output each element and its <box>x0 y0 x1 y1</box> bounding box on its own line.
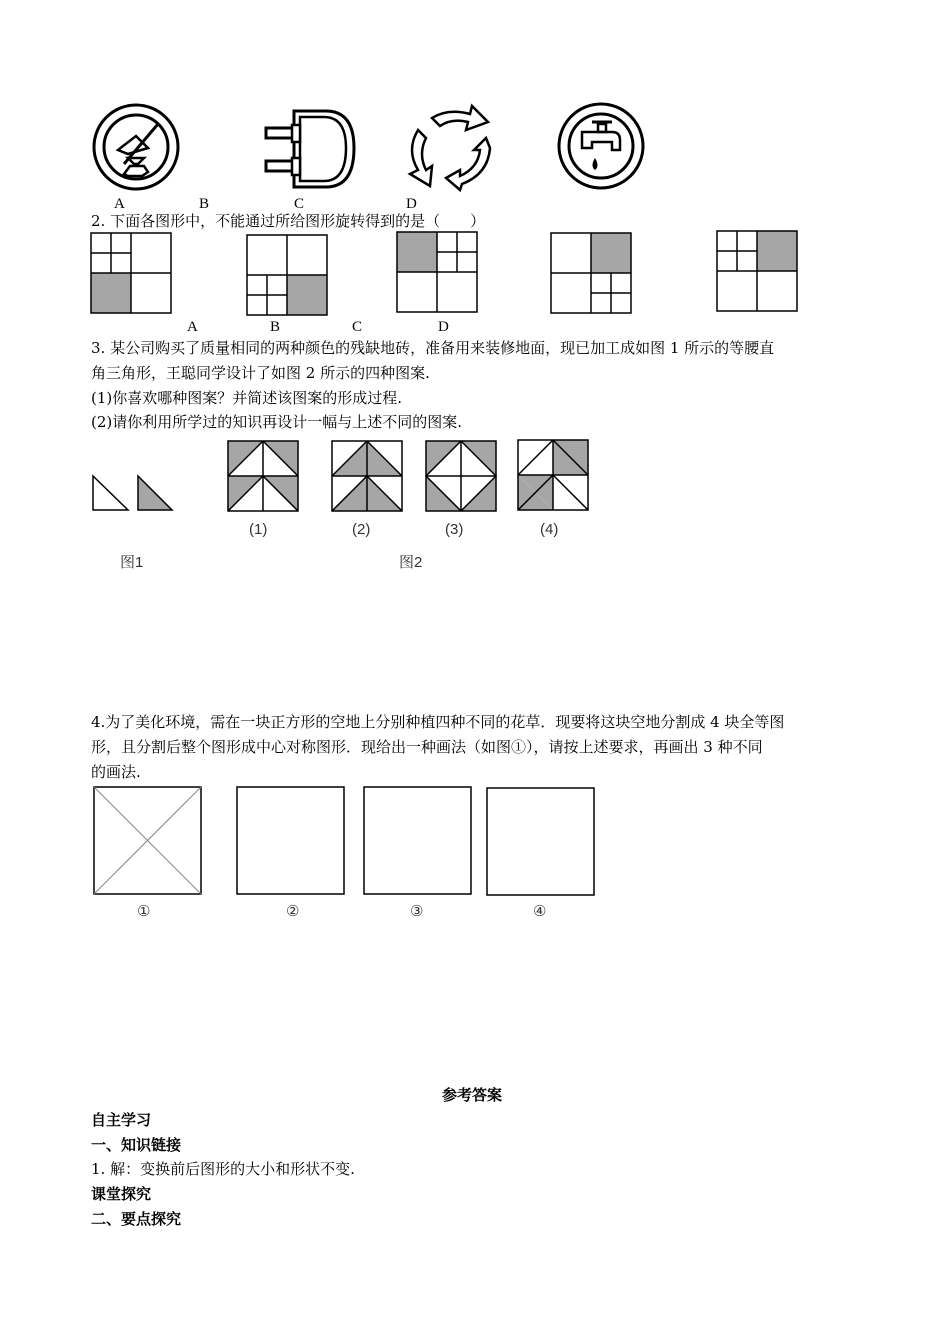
q2-label-c: C <box>352 319 363 335</box>
answers-title: 参考答案 <box>442 1086 503 1104</box>
q3-pattern-2 <box>331 440 403 512</box>
answers-heading-key-points: 二、要点探究 <box>91 1210 182 1228</box>
q1-icon-d <box>556 102 646 192</box>
q2-question: 2. 下面各图形中，不能通过所给图形旋转得到的是（ ） <box>91 212 486 230</box>
q4-square-4 <box>486 787 596 897</box>
q1-label-c: C <box>294 196 305 212</box>
q3-pattern-label-4: (4) <box>540 521 559 538</box>
q3-pattern-3 <box>425 440 497 512</box>
q3-fig1-caption: 图1 <box>120 554 144 571</box>
q1-label-b: B <box>199 196 210 212</box>
q1-label-d: D <box>406 196 417 212</box>
q3-sub1: (1)你喜欢哪种图案？并简述该图案的形成过程. <box>91 389 403 407</box>
q3-sub2: (2)请你利用所学过的知识再设计一幅与上述不同的图案. <box>91 413 463 431</box>
q3-line2: 角三角形，王聪同学设计了如图 2 所示的四种图案. <box>91 364 430 382</box>
q3-pattern-label-3: (3) <box>445 521 464 538</box>
answers-heading-self-study: 自主学习 <box>91 1111 152 1129</box>
q4-label-1: ① <box>137 903 151 920</box>
q4-label-2: ② <box>286 903 300 920</box>
answers-item-1: 1. 解：变换前后图形的大小和形状不变. <box>91 1160 355 1178</box>
q2-label-d: D <box>438 319 449 335</box>
q4-label-4: ④ <box>533 903 547 920</box>
q2-label-b: B <box>270 319 281 335</box>
q3-fig2-caption: 图2 <box>399 554 423 571</box>
q1-icon-b <box>256 108 358 192</box>
q3-pattern-label-2: (2) <box>352 521 371 538</box>
q3-pattern-label-1: (1) <box>249 521 268 538</box>
q2-option-b-figure <box>396 231 478 313</box>
q1-icon-a <box>90 102 182 194</box>
q4-square-3 <box>363 786 473 896</box>
q3-pattern-1 <box>227 440 299 512</box>
q3-fig1-triangles <box>92 474 176 512</box>
q2-option-a-figure <box>246 234 328 316</box>
q3-line1: 3. 某公司购买了质量相同的两种颜色的残缺地砖，准备用来装修地面，现已加工成如图 1 所示的等腰直 <box>91 339 775 357</box>
q4-line1: 4.为了美化环境，需在一块正方形的空地上分别种植四种不同的花草．现要将这块空地分割成 4 块全等图 <box>91 713 785 731</box>
q3-pattern-4 <box>517 439 589 511</box>
q2-given-figure <box>90 232 172 314</box>
q4-line2: 形，且分割后整个图形成中心对称图形．现给出一种画法（如图①），请按上述要求，再画出 3 种不同 <box>91 738 763 756</box>
q1-label-a: A <box>114 196 125 212</box>
q1-icon-c <box>400 100 500 192</box>
q4-line3: 的画法. <box>91 763 141 781</box>
answers-heading-knowledge-link: 一、知识链接 <box>91 1136 182 1154</box>
q2-option-d-figure <box>716 230 798 312</box>
q2-option-c-figure <box>550 232 632 314</box>
q4-square-1 <box>93 786 203 896</box>
q4-square-2 <box>236 786 346 896</box>
q4-label-3: ③ <box>410 903 424 920</box>
answers-heading-class-explore: 课堂探究 <box>91 1185 152 1203</box>
q2-label-a: A <box>187 319 198 335</box>
